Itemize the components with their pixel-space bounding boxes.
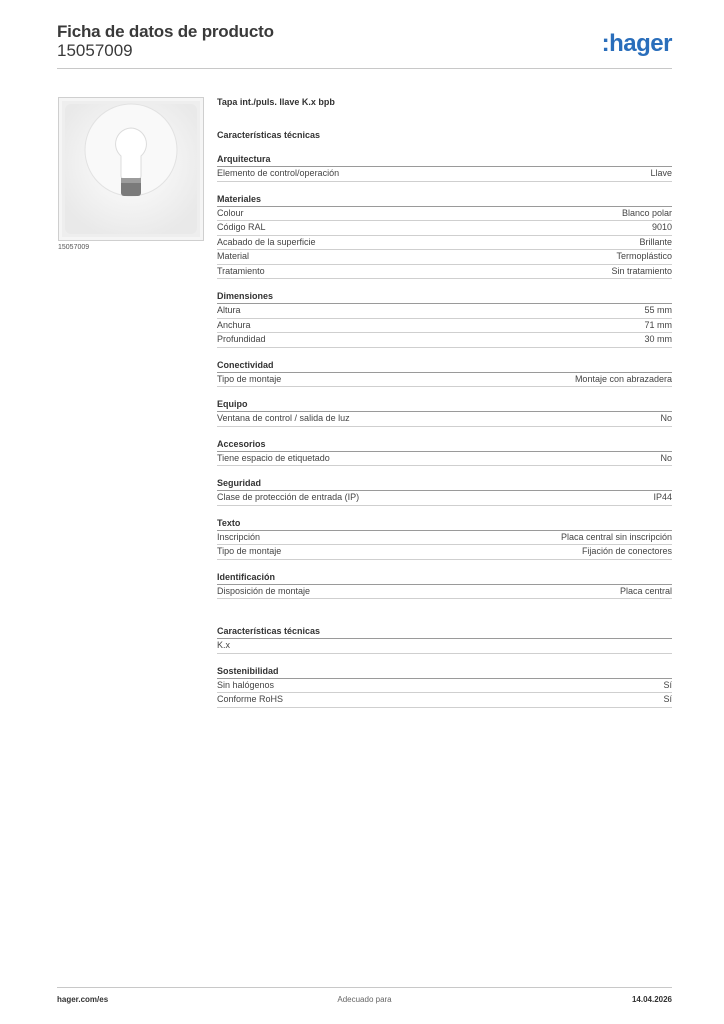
spec-groups (217, 153, 672, 599)
group-title: Sostenibilidad (217, 665, 672, 679)
page-header (57, 22, 672, 60)
spec-row (217, 412, 672, 427)
group-title: Arquitectura (217, 153, 672, 167)
logo-text: hager (609, 30, 672, 57)
spec-group (217, 153, 672, 182)
group-title: Identificación (217, 571, 672, 585)
spec-row (217, 531, 672, 546)
footer-suitable-for: Adecuado para (337, 995, 392, 1004)
spec-value: No (660, 413, 672, 423)
spec-group (217, 477, 672, 506)
group-title: Texto (217, 517, 672, 531)
spec-row (217, 236, 672, 251)
product-image (58, 97, 204, 241)
spec-value: 30 mm (644, 334, 672, 344)
spec-label: Sin halógenos (217, 679, 275, 690)
product-number: 15057009 (57, 41, 133, 60)
spec-value: Sí (663, 694, 672, 704)
spec-row (217, 304, 672, 319)
spec-value: Fijación de conectores (581, 546, 672, 556)
spec-value: 55 mm (644, 305, 672, 315)
spec-value: Llave (650, 168, 672, 178)
header-divider (57, 68, 672, 69)
page-footer (57, 987, 672, 1007)
spec-row (217, 207, 672, 222)
spec-label: Elemento de control/operación (217, 168, 340, 178)
group-title: Accesorios (217, 438, 672, 452)
spec-label: Tiene espacio de etiquetado (217, 452, 330, 463)
spec-label: Material (217, 251, 250, 261)
spec-row (217, 333, 672, 348)
group-title: Dimensiones (217, 290, 672, 304)
spec-label: Tipo de montaje (217, 546, 282, 556)
spec-row (217, 452, 672, 467)
product-title: Tapa int./puls. llave K.x bpb (217, 97, 335, 107)
spec-groups-secondary (217, 625, 672, 708)
spec-value: Brillante (639, 236, 672, 247)
spec-group (217, 398, 672, 427)
spec-content (217, 96, 672, 719)
spec-row (217, 679, 672, 694)
spec-label: Clase de protección de entrada (IP) (217, 492, 360, 502)
spec-group (217, 290, 672, 348)
spec-group (217, 438, 672, 467)
spec-row (217, 639, 672, 654)
footer-divider (57, 987, 672, 988)
spec-group (217, 193, 672, 280)
group-title: Equipo (217, 398, 672, 412)
footer-date: 14.04.2026 (631, 995, 672, 1004)
spec-row (217, 585, 672, 600)
section-title: Características técnicas (217, 130, 321, 140)
spec-label: Ventana de control / salida de luz (217, 413, 350, 423)
spec-label: Altura (217, 305, 241, 315)
document-title: Ficha de datos de producto (57, 22, 274, 41)
spec-group (217, 517, 672, 560)
image-caption: 15057009 (58, 244, 90, 251)
spec-row (217, 693, 672, 708)
spec-label: Disposición de montaje (217, 585, 311, 596)
spec-group (217, 625, 672, 654)
spec-label: Inscripción (217, 531, 261, 542)
spec-value: Blanco polar (621, 207, 672, 218)
spec-label: Código RAL (217, 222, 266, 232)
spec-label: Acabado de la superficie (217, 236, 316, 247)
spec-row (217, 373, 672, 388)
spec-label: K.x (217, 640, 231, 650)
section-spacer (217, 610, 672, 625)
spec-value: No (660, 452, 672, 463)
spec-row (217, 265, 672, 280)
spec-label: Tratamiento (217, 265, 265, 276)
spec-value: IP44 (653, 492, 672, 502)
spec-label: Profundidad (217, 334, 266, 344)
spec-group (217, 665, 672, 708)
spec-row (217, 545, 672, 560)
spec-value: Placa central sin inscripción (560, 531, 672, 542)
spec-value: Sí (663, 679, 672, 690)
spec-row (217, 250, 672, 265)
cover-plate-keyhole-icon (59, 98, 203, 240)
spec-value: Montaje con abrazadera (574, 373, 672, 384)
spec-row (217, 491, 672, 506)
group-title: Conectividad (217, 359, 672, 373)
footer-website: hager.com/es (57, 995, 109, 1004)
group-title: Materiales (217, 193, 672, 207)
spec-value: Sin tratamiento (611, 265, 672, 276)
spec-row (217, 319, 672, 334)
hager-logo: :hager (601, 30, 672, 57)
spec-group (217, 359, 672, 388)
spec-value: 9010 (651, 222, 672, 232)
spec-label: Anchura (217, 319, 251, 330)
spec-label: Conforme RoHS (217, 694, 284, 704)
spec-row (217, 221, 672, 236)
spec-group (217, 571, 672, 600)
spec-label: Colour (217, 207, 244, 218)
spec-row (217, 167, 672, 182)
group-title: Seguridad (217, 477, 672, 491)
spec-value: 71 mm (644, 319, 672, 330)
group-title: Características técnicas (217, 625, 672, 639)
spec-value: Placa central (619, 585, 672, 596)
spec-value: Termoplástico (616, 251, 672, 261)
spec-label: Tipo de montaje (217, 373, 282, 384)
